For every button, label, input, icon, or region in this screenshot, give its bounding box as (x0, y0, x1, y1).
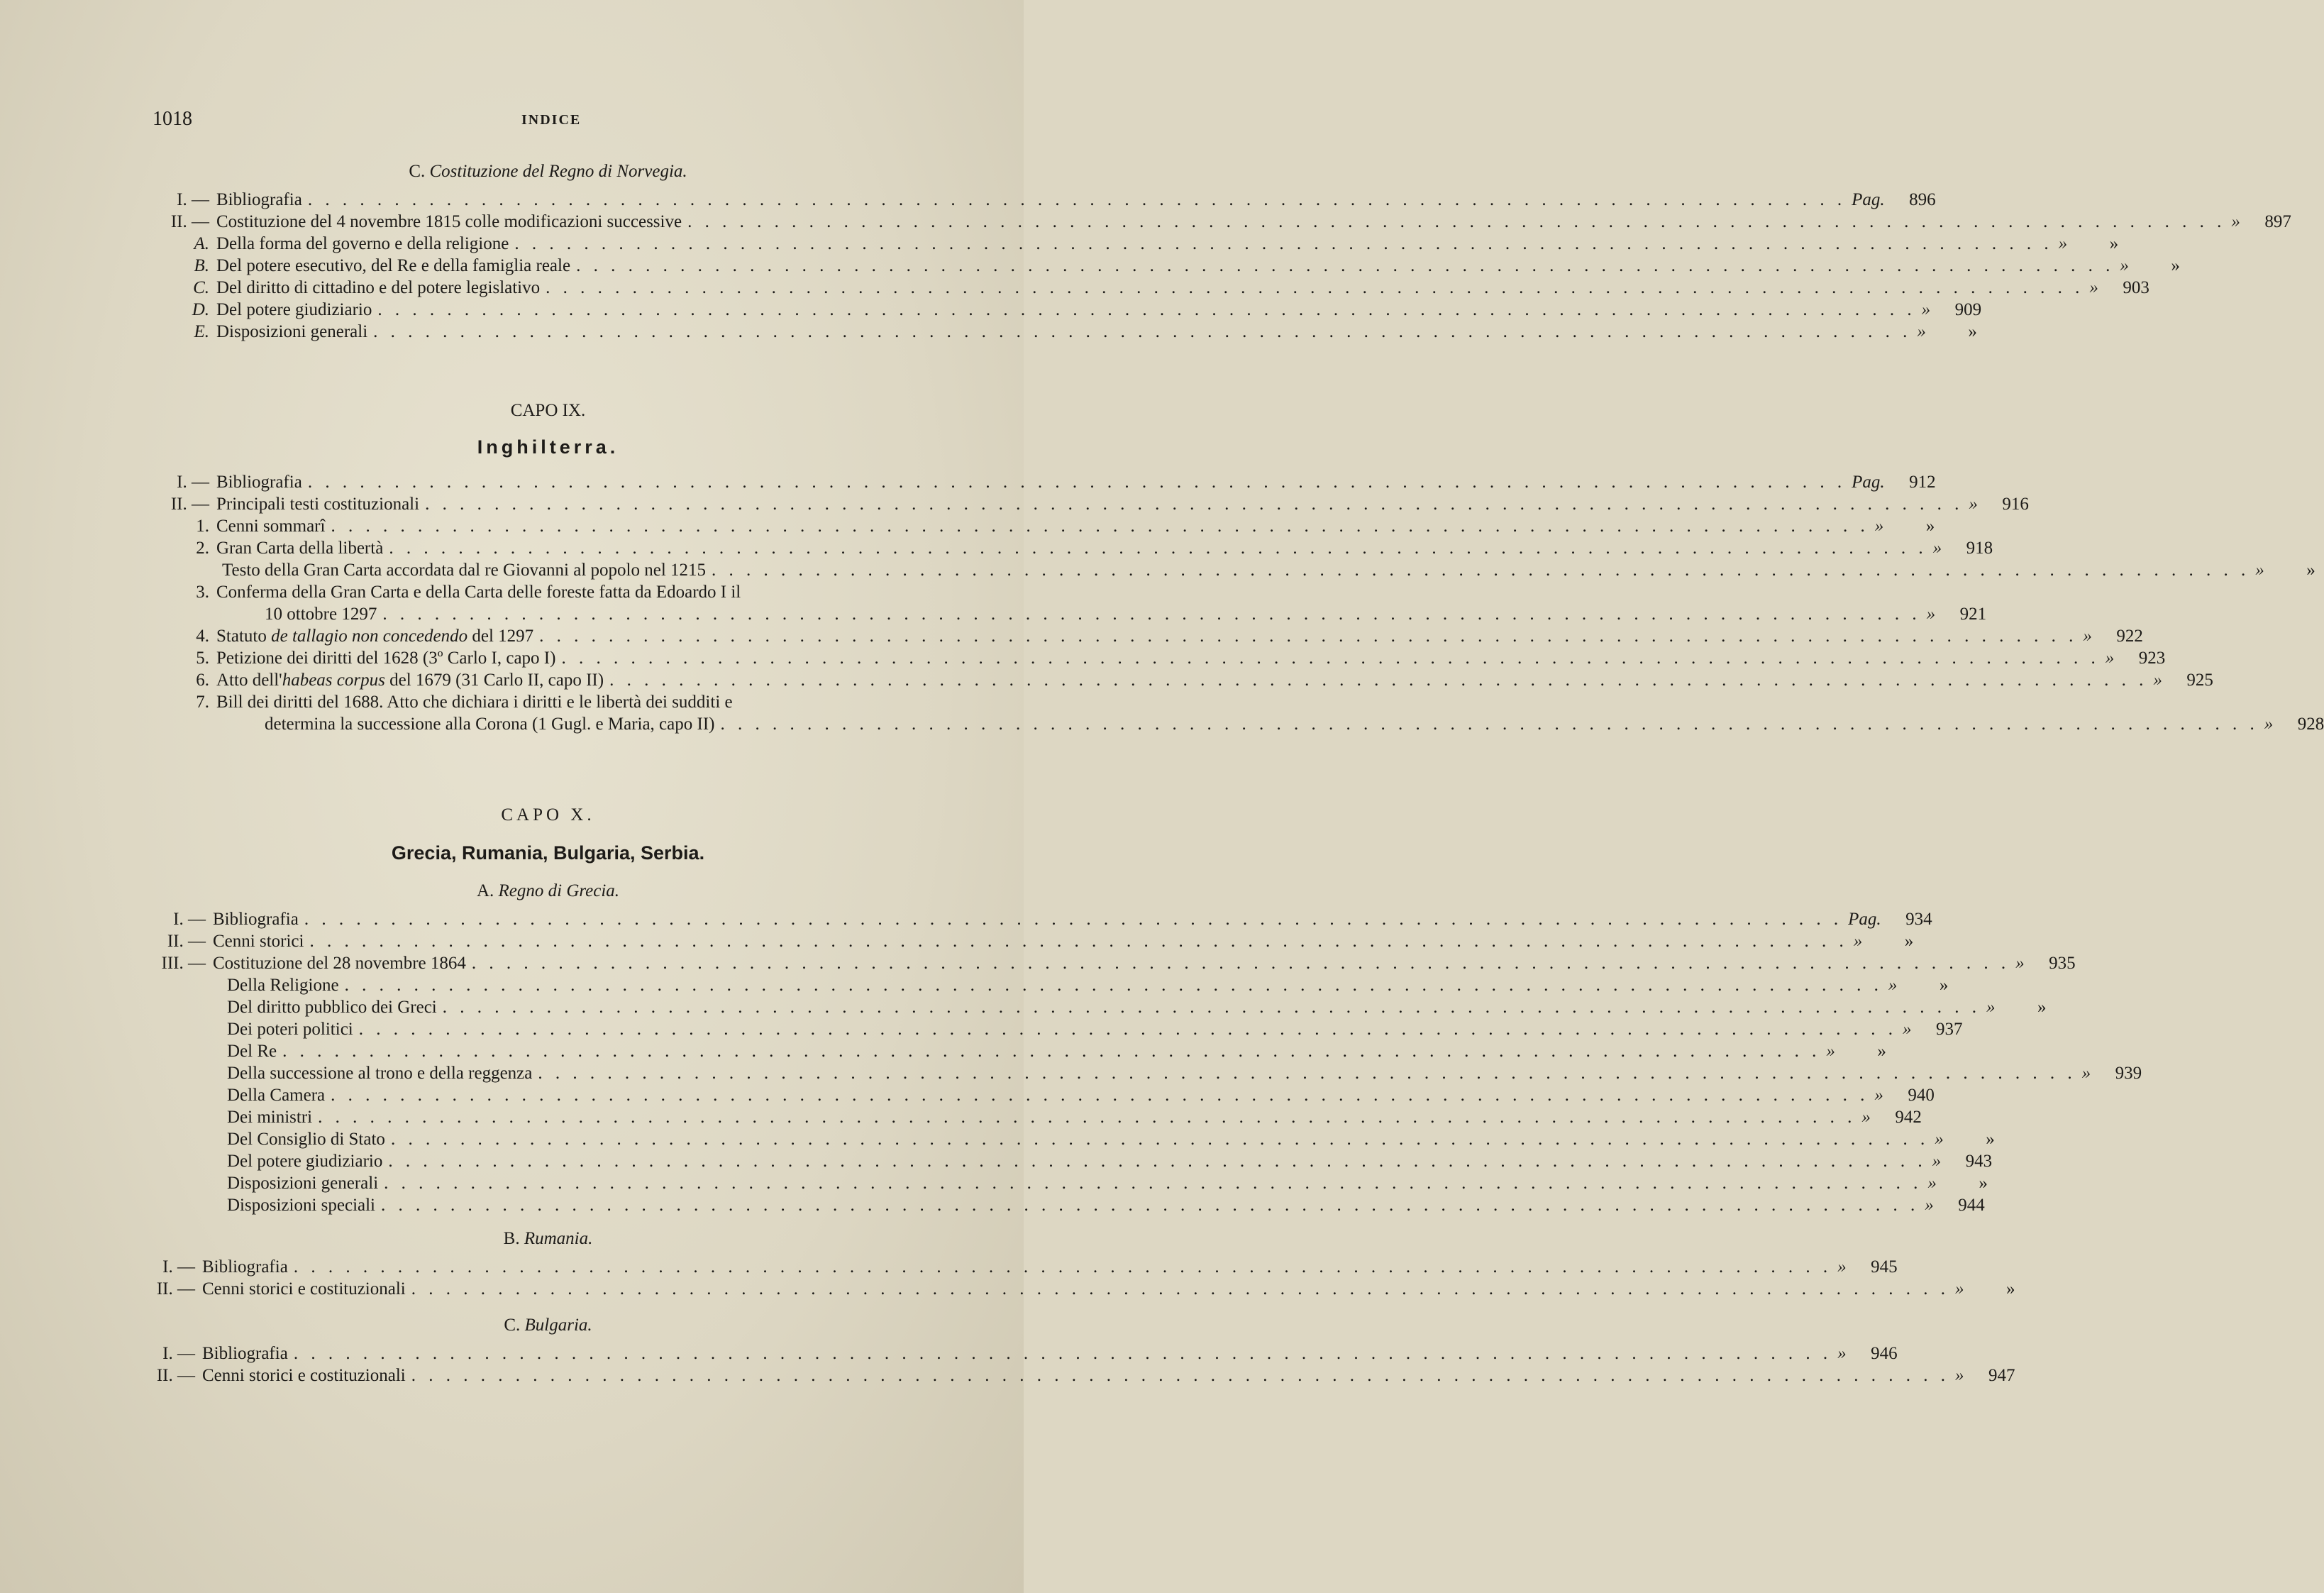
toc-entry: B. Del potere esecutivo, del Re e della famiglia reale . . . » » (142, 255, 954, 277)
toc-entry: Della Religione . . . » » (142, 974, 954, 996)
chapter-country: Inghilterra. (477, 436, 619, 458)
subsection-title-bulgaria: C. Bulgaria. (504, 1316, 592, 1335)
toc-entry: 6. Atto dell'habeas corpus del 1679 (31 Carlo II, capo II) . . . » 925 (142, 669, 954, 691)
subsection-title-grecia: A. Regno di Grecia. (476, 881, 620, 900)
toc-entry: Del diritto pubblico dei Greci . . . » » (142, 996, 954, 1018)
page-number: 1018 (153, 108, 192, 130)
toc-entry: II. — Principali testi costituzionali . . . » 916 (142, 493, 954, 515)
toc-entry: Del Re . . . » » (142, 1040, 954, 1062)
section-capo-x (142, 805, 2142, 1387)
section-title: C. Costituzione del Regno di Norvegia. (409, 162, 687, 181)
toc-entry: Dei poteri politici . . . » 937 (142, 1018, 954, 1040)
toc-entry: C. Del diritto di cittadino e del potere legislativo . . . » 903 (142, 277, 954, 299)
toc-entry: I. — Bibliografia . . . Pag. 934 (142, 908, 954, 930)
toc-entry: 7. Bill dei diritti del 1688. Atto che dichiara i diritti e le libertà dei sudditi e determina la successione alla Corona (1 Gugl. e Maria, capo II) . . . » 928 (142, 691, 954, 735)
toc-entry: I. — Bibliografia . . . Pag. 912 (142, 471, 954, 493)
toc-entry: E. Disposizioni generali . . . » » (142, 321, 954, 343)
chapter-heading: CAPO X. (501, 805, 595, 825)
section-capo-ix (142, 401, 2324, 735)
toc-entry: A. Della forma del governo e della religione . . . » » (142, 233, 954, 255)
toc-entry: Testo della Gran Carta accordata dal re Giovanni al popolo nel 1215 . . . » » (142, 559, 954, 581)
section-norvegia (142, 162, 2291, 343)
toc-entry: D. Del potere giudiziario . . . » 909 (142, 299, 954, 321)
toc-entry: 4. Statuto de tallagio non concedendo del 1297 . . . » 922 (142, 625, 954, 647)
toc-entry: II. — Costituzione del 4 novembre 1815 colle modificazioni successive . . . » 897 (142, 211, 954, 233)
toc-entry: 5. Petizione dei diritti del 1628 (3º Carlo I, capo I) . . . » 923 (142, 647, 954, 669)
toc-entry: Della Camera . . . » 940 (142, 1084, 954, 1106)
toc-entry: Del potere giudiziario . . . » 943 (142, 1150, 954, 1172)
toc-entry: 2. Gran Carta della libertà . . . » 918 (142, 537, 954, 559)
toc-entry: Del Consiglio di Stato . . . » » (142, 1128, 954, 1150)
toc-entry: Dei ministri . . . » 942 (142, 1106, 954, 1128)
running-header (153, 108, 954, 136)
chapter-country: Grecia, Rumania, Bulgaria, Serbia. (391, 842, 705, 864)
toc-entry: Disposizioni generali . . . » » (142, 1172, 954, 1194)
toc-entry: II. — Cenni storici e costituzionali . . . » 947 (142, 1365, 954, 1387)
toc-entry: II. — Cenni storici e costituzionali . . . » » (142, 1278, 954, 1300)
toc-entry: II. — Cenni storici . . . » » (142, 930, 954, 952)
toc-entry: III. — Costituzione del 28 novembre 1864 . . . » 935 (142, 952, 954, 974)
chapter-heading: CAPO IX. (510, 401, 586, 420)
toc-entry: I. — Bibliografia . . . » 946 (142, 1343, 954, 1365)
toc-entry: Della successione al trono e della reggenza . . . » 939 (142, 1062, 954, 1084)
running-title: INDICE (521, 112, 582, 128)
toc-entry: I. — Bibliografia . . . Pag. 896 (142, 189, 954, 211)
toc-entry: 3. Conferma della Gran Carta e della Carta delle foreste fatta da Edoardo I il 10 ottobre 1297 . . . » 921 (142, 581, 954, 625)
subsection-title-rumania: B. Rumania. (503, 1229, 593, 1248)
toc-entry: 1. Cenni sommarî . . . » » (142, 515, 954, 537)
toc-entry: Disposizioni speciali . . . » 944 (142, 1194, 954, 1216)
toc-entry: I. — Bibliografia . . . » 945 (142, 1256, 954, 1278)
